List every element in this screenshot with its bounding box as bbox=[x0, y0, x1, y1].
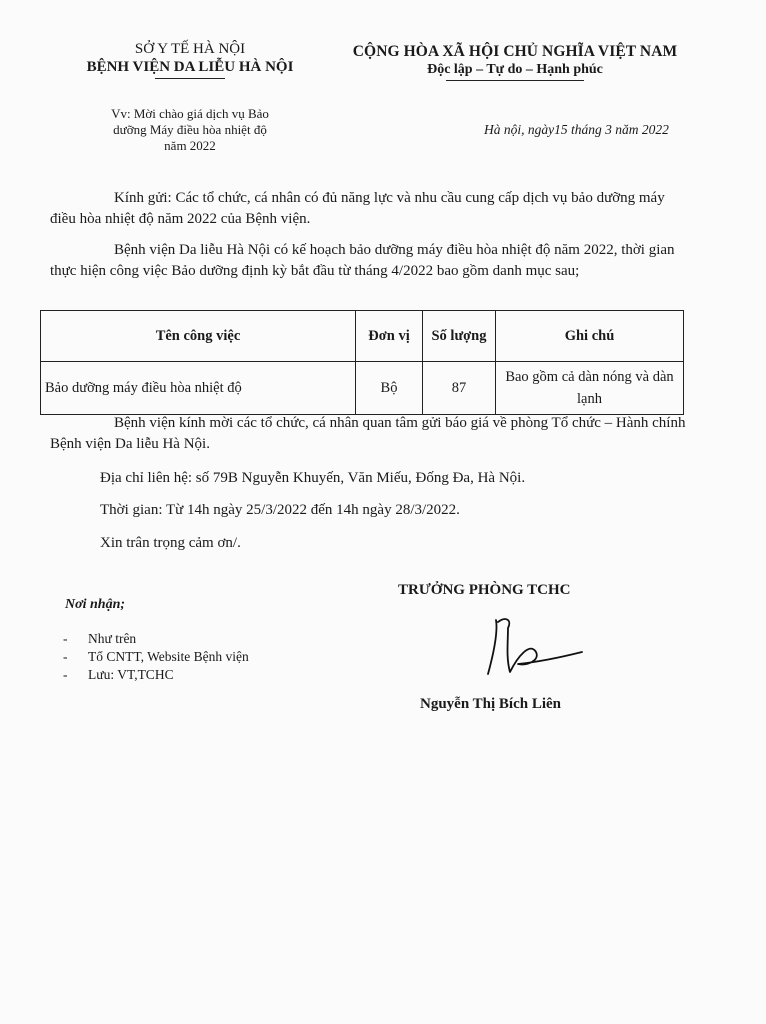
work-items-table bbox=[40, 310, 684, 415]
table-header-row bbox=[41, 311, 684, 362]
issuer-header bbox=[60, 40, 320, 79]
header-quantity: Số lượng bbox=[423, 311, 496, 362]
paragraph-plan bbox=[50, 240, 690, 282]
document-date bbox=[484, 122, 669, 138]
handwritten-signature-icon bbox=[478, 612, 588, 682]
header-task: Tên công việc bbox=[41, 311, 356, 362]
recipients-title: Nơi nhận; bbox=[65, 597, 126, 612]
subject-line-1: Vv: Mời chào giá dịch vụ Bảo bbox=[111, 106, 269, 121]
national-header bbox=[320, 43, 710, 81]
cell-unit: Bộ bbox=[356, 362, 423, 415]
issuer-hospital: BỆNH VIỆN DA LIỄU HÀ NỘI bbox=[86, 59, 294, 75]
date-suffix: tháng 3 năm 2022 bbox=[571, 122, 669, 137]
contact-address: Địa chỉ liên hệ: số 79B Nguyễn Khuyến, Văn Miếu, Đống Đa, Hà Nội. bbox=[100, 470, 526, 486]
recipient-2: Tổ CNTT, Website Bệnh viện bbox=[88, 649, 249, 664]
table-row bbox=[41, 362, 684, 415]
paragraph-2-text: Bệnh viện Da liễu Hà Nội có kế hoạch bảo dưỡng máy điều hòa nhiệt độ năm 2022, thời gian thực hiện công việc Bảo dưỡng định kỳ bắt đầu từ tháng 4/2022 bao gồm danh mục sau; bbox=[50, 242, 675, 279]
closing-thanks: Xin trân trọng cảm ơn/. bbox=[100, 535, 241, 551]
subject-line-3: năm 2022 bbox=[164, 138, 216, 153]
paragraph-1-text: Kính gửi: Các tổ chức, cá nhân có đủ năng lực và nhu cầu cung cấp dịch vụ bảo dưỡng máy điều hòa nhiệt độ năm 2022 của Bệnh viện. bbox=[50, 190, 665, 227]
issuer-department: SỞ Y TẾ HÀ NỘI bbox=[134, 41, 246, 57]
paragraph-invitation bbox=[50, 413, 690, 455]
national-motto: Độc lập – Tự do – Hạnh phúc bbox=[427, 62, 603, 77]
motto-underline bbox=[446, 80, 584, 81]
subject-line-2: dưỡng Máy điều hòa nhiệt độ bbox=[113, 122, 267, 137]
cell-task: Bảo dưỡng máy điều hòa nhiệt độ bbox=[41, 362, 356, 415]
submission-time: Thời gian: Từ 14h ngày 25/3/2022 đến 14h ngày 28/3/2022. bbox=[100, 502, 460, 518]
paragraph-3-text: Bệnh viện kính mời các tổ chức, cá nhân quan tâm gửi báo giá về phòng Tổ chức – Hành chính Bệnh viện Da liễu Hà Nội. bbox=[50, 415, 686, 452]
document-subject bbox=[90, 106, 290, 154]
issuer-underline bbox=[155, 78, 225, 79]
date-prefix: Hà nội, ngày bbox=[484, 122, 555, 137]
signer-name: Nguyễn Thị Bích Liên bbox=[420, 696, 562, 712]
paragraph-salutation bbox=[50, 188, 690, 230]
cell-note: Bao gồm cả dàn nóng và dàn lạnh bbox=[496, 362, 684, 415]
date-day: 15 bbox=[554, 122, 568, 137]
list-item: - Như trên bbox=[63, 631, 137, 646]
national-title: CỘNG HÒA XÃ HỘI CHỦ NGHĨA VIỆT NAM bbox=[352, 43, 678, 60]
recipients-list bbox=[63, 630, 249, 684]
recipient-1: Như trên bbox=[88, 631, 137, 646]
cell-quantity: 87 bbox=[423, 362, 496, 415]
list-item: - Lưu: VT,TCHC bbox=[63, 667, 174, 682]
list-item: - Tổ CNTT, Website Bệnh viện bbox=[63, 649, 249, 664]
signer-title: TRƯỞNG PHÒNG TCHC bbox=[398, 582, 571, 598]
header-unit: Đơn vị bbox=[356, 311, 423, 362]
recipient-3: Lưu: VT,TCHC bbox=[88, 667, 174, 682]
header-note: Ghi chú bbox=[496, 311, 684, 362]
